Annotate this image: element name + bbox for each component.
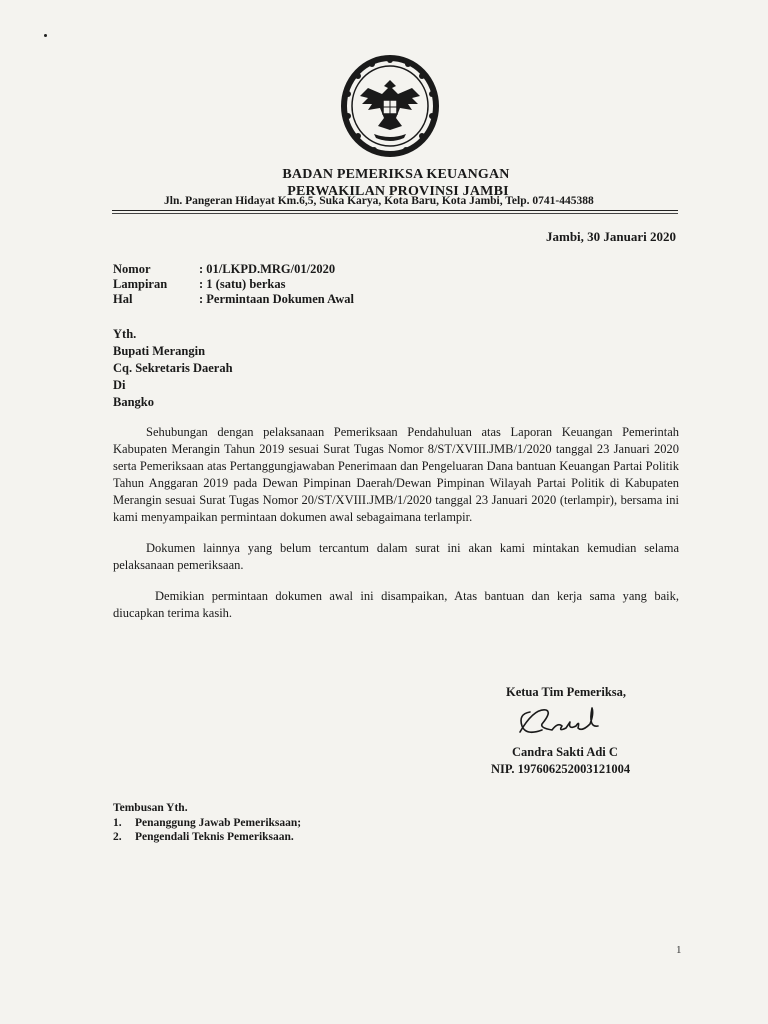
body-paragraph: Demikian permintaan dokumen awal ini disampaikan, Atas bantuan dan kerja sama yang baik, diucapkan terima kasih. <box>113 589 679 620</box>
scan-speck <box>44 34 47 37</box>
cc-item <box>113 816 301 830</box>
cc-item-text: Pengendali Teknis Pemeriksaan. <box>135 831 294 843</box>
body-paragraph: Dokumen lainnya yang belum tercantum dalam surat ini akan kami mintakan kemudian selama pelaksanaan pemeriksaan. <box>113 541 679 572</box>
addressee-line: Di <box>113 378 126 392</box>
letterhead-rule <box>112 210 678 211</box>
letterhead-rule-thin <box>112 213 678 214</box>
addressee-line: Bupati Merangin <box>113 344 206 358</box>
meta-label: Lampiran <box>113 277 168 291</box>
signatory-name: Candra Sakti Adi C <box>512 745 618 759</box>
meta-value: : Permintaan Dokumen Awal <box>199 292 354 306</box>
letter-meta <box>113 262 354 307</box>
letter-body <box>113 424 679 636</box>
cc-item-number: 1. <box>113 817 122 829</box>
meta-value: : 1 (satu) berkas <box>199 277 286 291</box>
cc-item-text: Penanggung Jawab Pemeriksaan; <box>135 817 302 829</box>
cc-title: Tembusan Yth. <box>113 802 188 814</box>
meta-row-nomor <box>113 262 354 277</box>
org-branch: PERWAKILAN PROVINSI JAMBI <box>287 184 509 199</box>
signatory-nip: NIP. 197606252003121004 <box>491 762 631 776</box>
addressee-line: Yth. <box>113 327 137 341</box>
meta-label: Hal <box>113 292 133 306</box>
garuda-emblem-icon <box>338 52 442 158</box>
cc-block <box>113 800 301 844</box>
signatory-title: Ketua Tim Pemeriksa, <box>506 685 627 699</box>
addressee-line: Bangko <box>113 395 154 409</box>
signature-icon <box>512 700 608 742</box>
page-number: 1 <box>676 944 682 956</box>
body-paragraph: Sehubungan dengan pelaksanaan Pemeriksaan Pendahuluan atas Laporan Keuangan Pemerintah Kabupaten Merangin Tahun 2019 sesuai Surat Tugas Nomor 8/ST/XVIII.JMB/1/2020 tanggal 23 Januari 2020 serta Pemeriksaan atas Pertanggungjawaban Penerimaan dan Pengeluaran Dana bantuan Keuangan Partai Politik Tahun Anggaran 2019 pada Dewan Pimpinan Daerah/Dewan Pimpinan Wilayah Partai Politik di Kabupaten Merangin sesuai Surat Tugas Nomor 20/ST/XVIII.JMB/1/2020 tanggal 23 Januari 2020 (terlampir), bersama ini kami menyampaikan permintaan dokumen awal sebagaimana terlampir. <box>113 425 679 524</box>
letter-date: Jambi, 30 Januari 2020 <box>545 229 676 244</box>
addressee-block <box>113 326 233 411</box>
addressee-line: Cq. Sekretaris Daerah <box>113 361 233 375</box>
cc-item <box>113 830 301 844</box>
org-name: BADAN PEMERIKSA KEUANGAN <box>282 167 510 182</box>
meta-label: Nomor <box>113 262 151 276</box>
meta-row-lampiran <box>113 277 354 292</box>
meta-value: : 01/LKPD.MRG/01/2020 <box>199 262 336 276</box>
org-address: Jln. Pangeran Hidayat Km.6,5, Suka Karya, Kota Baru, Kota Jambi, Telp. 0741-445388 <box>164 195 594 207</box>
meta-row-hal <box>113 292 354 307</box>
cc-item-number: 2. <box>113 831 122 843</box>
